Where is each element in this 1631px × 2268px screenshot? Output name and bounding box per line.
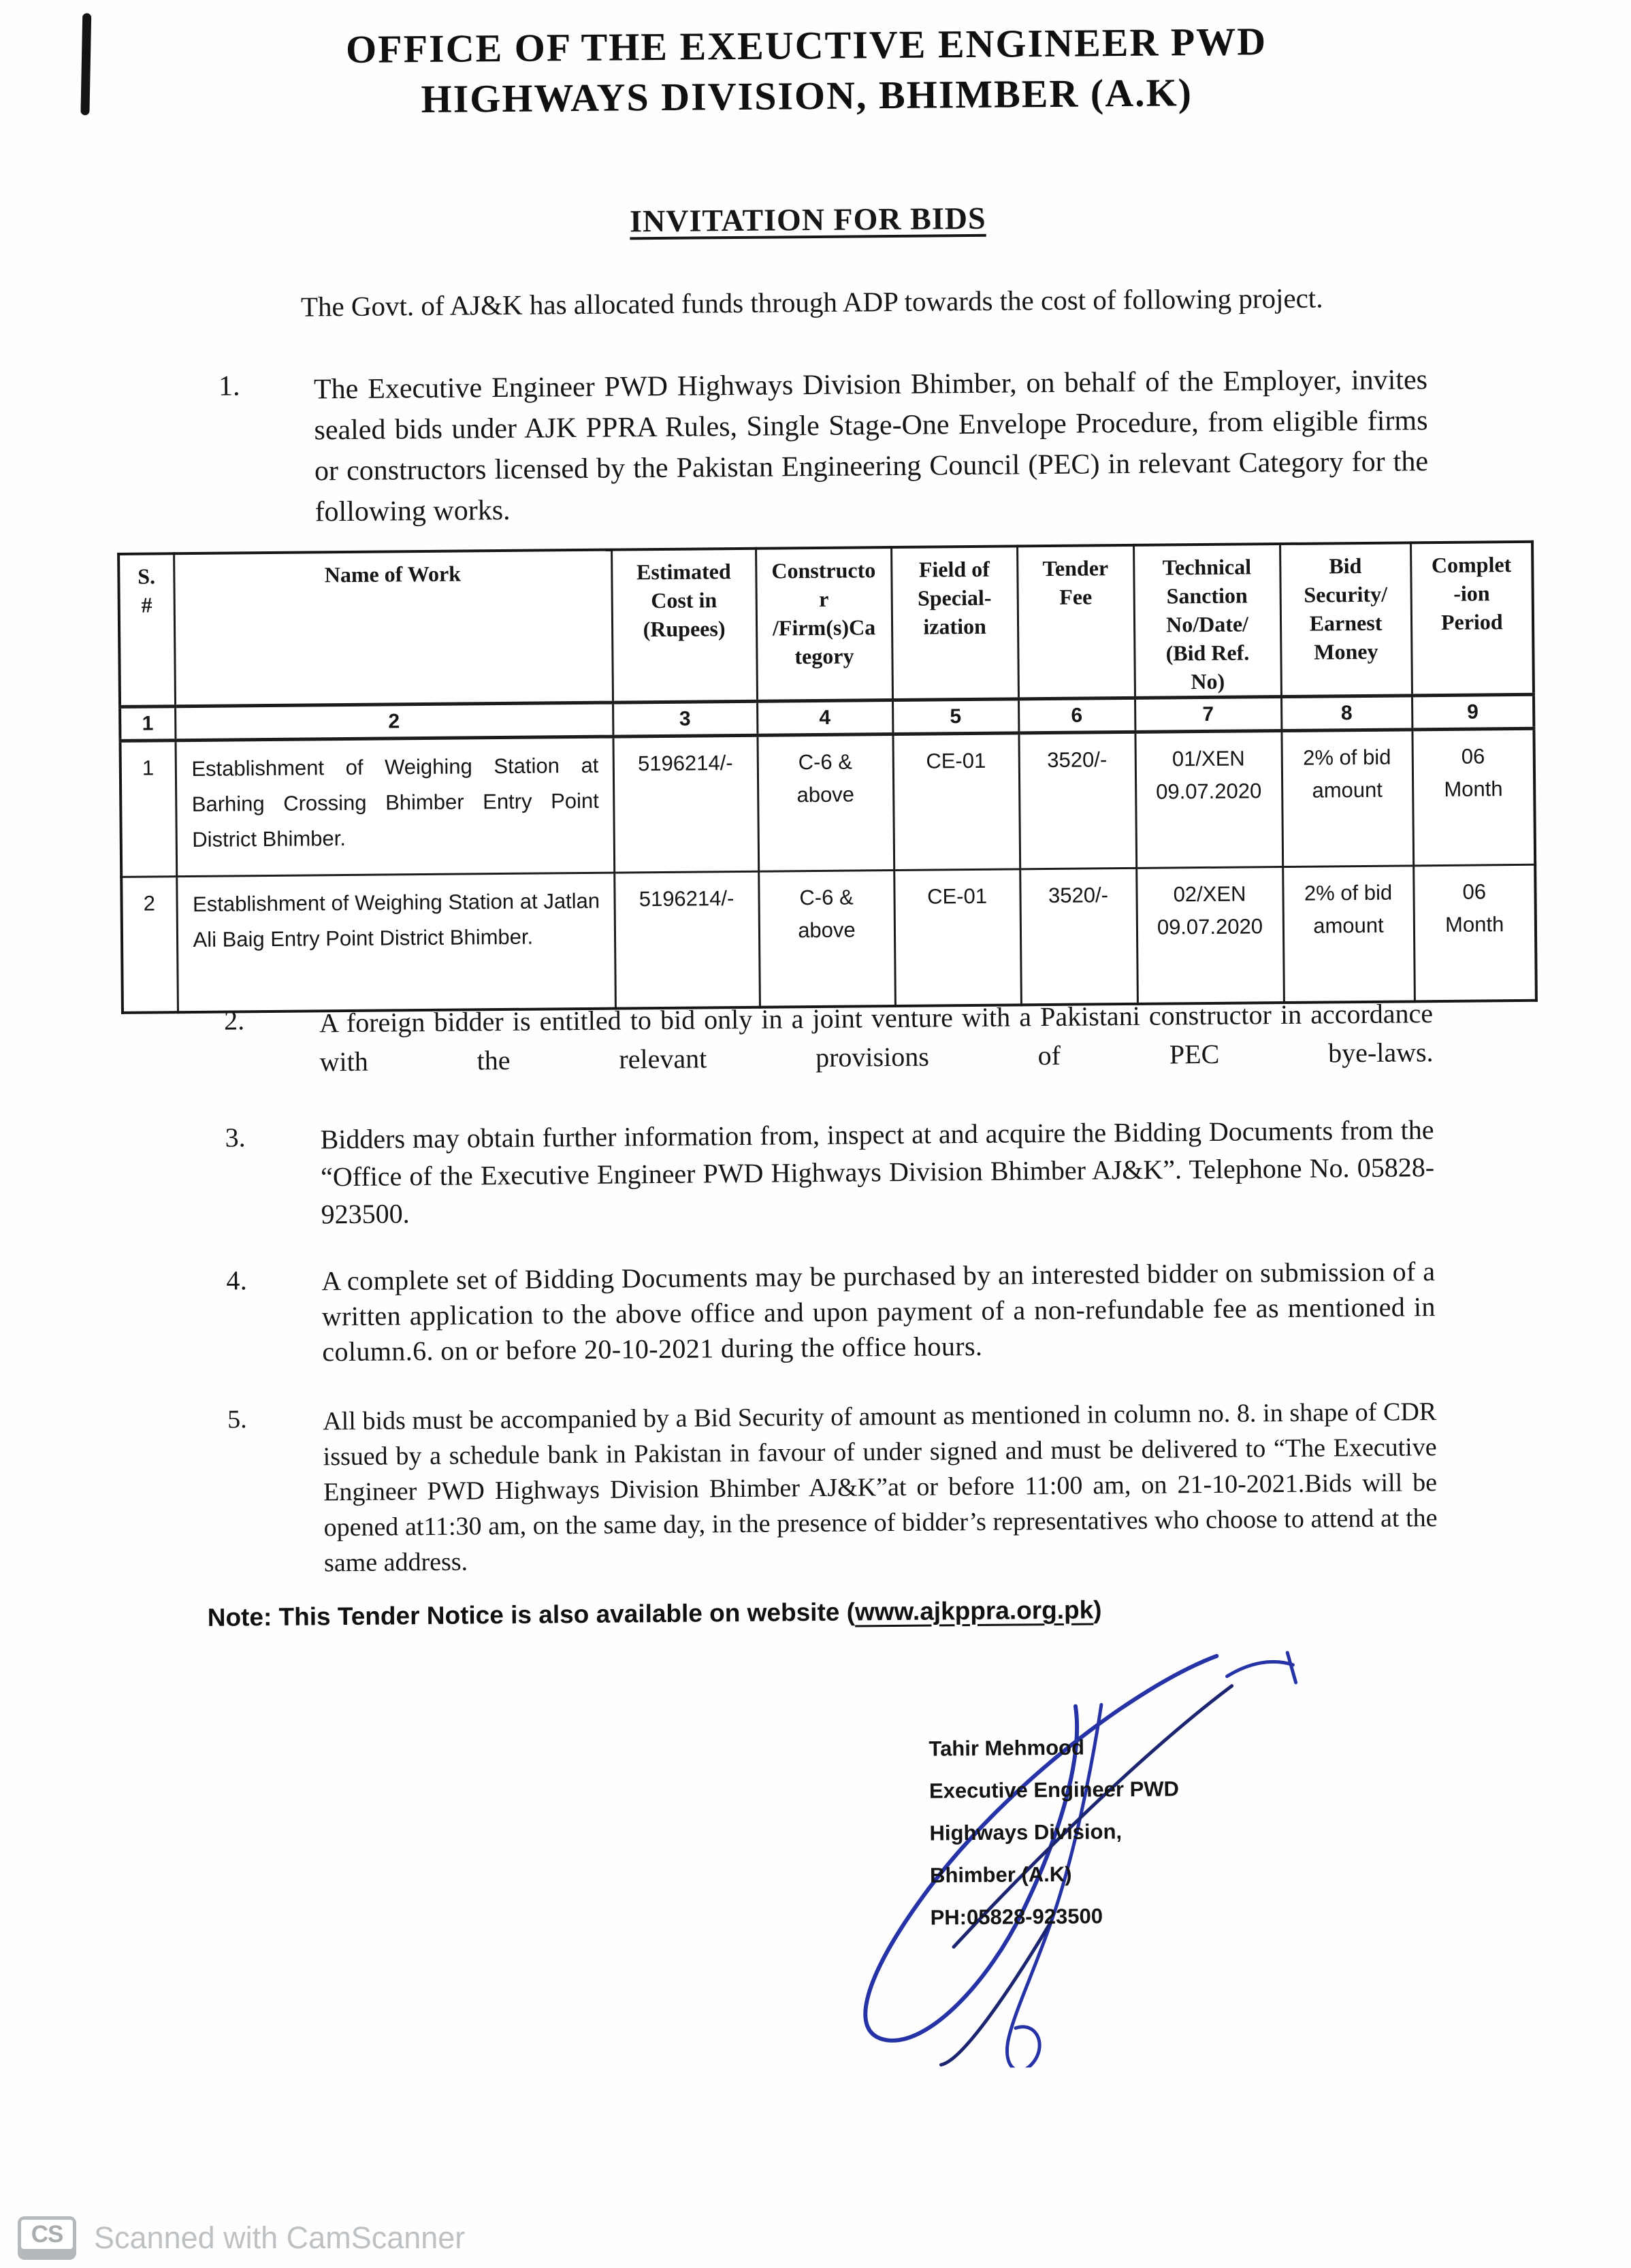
row1-tender-fee: 3520/-	[1018, 732, 1136, 869]
header-estimated-cost: Estimated Cost in (Rupees)	[611, 549, 757, 702]
row1-estimated-cost: 5196214/-	[613, 735, 758, 873]
clause-1-text: The Executive Engineer PWD Highways Division Bhimber, on behalf of the Employer, invites sealed bids under AJK PPRA Rules, Single Stage-One Envelope Procedure, from eligible firms or constructors licensed by the Pakistan Engineering Council (PEC) in relevant Category for the following works.	[313, 364, 1429, 528]
invitation-heading-text: INVITATION FOR BIDS	[629, 200, 986, 239]
camscanner-text: Scanned with CamScanner	[94, 2220, 466, 2255]
col-num-6: 6	[1018, 698, 1135, 732]
note-prefix: Note: This Tender Notice is also available on website (	[207, 1598, 856, 1632]
clause-3-number: 3.	[225, 1122, 246, 1153]
row2-serial: 2	[121, 877, 178, 1013]
intro-paragraph: The Govt. of AJ&K has allocated funds through ADP towards the cost of following project.	[300, 282, 1323, 323]
clause-4-text: A complete set of Bidding Documents may be purchased by an interested bidder on submission of a written application to the above office and upon payment of a non-refundable fee as mentioned in column.6. on or before 20-10-2021 during the office hours.	[321, 1256, 1436, 1367]
col-num-2: 2	[175, 702, 613, 741]
clause-3	[225, 1111, 1434, 1233]
bid-table	[117, 540, 1538, 1014]
signatory-title: Executive Engineer PWD	[928, 1777, 1180, 1803]
cs-badge-label: CS	[21, 2220, 73, 2249]
col-num-9: 9	[1412, 694, 1534, 730]
clause-1	[219, 359, 1429, 533]
clause-5-number: 5.	[227, 1405, 247, 1434]
row2-completion-period: 06 Month	[1413, 864, 1536, 1001]
clause-2-text: A foreign bidder is entitled to bid only in a joint venture with a Pakistani constructor in accordance with the relevant provisions of PEC bye-laws.	[319, 998, 1434, 1078]
table-header-row	[118, 542, 1534, 707]
row1-completion-period: 06 Month	[1412, 728, 1535, 866]
row1-technical-sanction: 01/XEN 09.07.2020	[1135, 731, 1282, 869]
row2-bid-security: 2% of bid amount	[1282, 866, 1415, 1003]
clause-2	[224, 994, 1434, 1082]
col-num-4: 4	[757, 700, 892, 736]
row1-bid-security: 2% of bid amount	[1281, 730, 1413, 867]
signatory-name: Tahir Mehmood	[928, 1735, 1085, 1761]
clause-5-text: All bids must be accompanied by a Bid Security of amount as mentioned in column no. 8. in shape of CDR issued by a schedule bank in Pakistan in favour of under signed and must be delivered to “The Executive Engineer PWD Highways Division Bhimber AJ&K”at or before 11:00 am, on 21-10-2021.Bids will be opened at11:30 am, on the same day, in the presence of bidder’s representatives who choose to attend at the same address.	[323, 1397, 1438, 1578]
clause-5	[227, 1394, 1438, 1581]
row2-estimated-cost: 5196214/-	[614, 871, 760, 1008]
header-bid-security: Bid Security/ Earnest Money	[1280, 542, 1412, 696]
clause-4-number: 4.	[226, 1265, 248, 1296]
clause-4	[226, 1254, 1436, 1370]
header-completion-period: Complet -ion Period	[1410, 542, 1534, 696]
clause-3-text: Bidders may obtain further information from, inspect at and acquire the Bidding Documents from the “Office of the Executive Engineer PWD Highways Division Bhimber AJ&K”. Telephone No. 05828-923500.	[320, 1114, 1435, 1230]
signatory-location: Bhimber (A.K)	[929, 1862, 1072, 1888]
clause-1-number: 1.	[218, 370, 240, 402]
row2-tender-fee: 3520/-	[1020, 868, 1137, 1005]
row2-name-of-work: Establishment of Weighing Station at Jatlan Ali Baig Entry Point District Bhimber.	[176, 873, 615, 1012]
col-num-5: 5	[892, 699, 1018, 734]
header-serial: S. #	[118, 553, 175, 707]
office-title	[0, 14, 1623, 129]
header-technical-sanction: Technical Sanction No/Date/ (Bid Ref. No)	[1133, 544, 1281, 698]
col-num-7: 7	[1135, 697, 1281, 732]
office-title-line-2: HIGHWAYS DIVISION, BHIMBER (A.K)	[421, 70, 1193, 122]
header-field-of-specialization: Field of Special- ization	[891, 546, 1018, 700]
row1-serial: 1	[120, 741, 176, 877]
header-tender-fee: Tender Fee	[1017, 545, 1135, 699]
invitation-heading	[0, 195, 1624, 245]
header-name-of-work: Name of Work	[174, 550, 613, 707]
signatory-division: Highways Division,	[929, 1819, 1123, 1845]
clause-2-number: 2.	[223, 1005, 245, 1036]
col-num-1: 1	[120, 707, 175, 741]
signatory-phone: PH:05828-923500	[930, 1904, 1103, 1930]
header-constructor-category: Constructo r /Firm(s)Ca tegory	[756, 547, 892, 701]
camscanner-icon	[18, 2216, 76, 2260]
col-num-8: 8	[1281, 696, 1412, 731]
website-link: www.ajkppra.org.pk	[854, 1595, 1094, 1626]
row1-constructor-category: C-6 & above	[757, 734, 894, 872]
work-row-1	[120, 728, 1535, 877]
row2-technical-sanction: 02/XEN 09.07.2020	[1136, 867, 1284, 1004]
camscanner-watermark	[18, 2216, 465, 2260]
note-line	[208, 1595, 1102, 1632]
note-suffix: )	[1093, 1595, 1102, 1624]
office-title-line-1: OFFICE OF THE EXEUCTIVE ENGINEER PWD	[345, 19, 1267, 71]
row2-field: CE-01	[894, 869, 1021, 1006]
row1-field: CE-01	[892, 733, 1020, 871]
row1-name-of-work: Establishment of Weighing Station at Barhing Crossing Bhimber Entry Point District Bhimber.	[175, 736, 614, 877]
work-row-2	[121, 864, 1536, 1013]
signature-block	[928, 1726, 1180, 1939]
col-num-3: 3	[613, 701, 757, 736]
row2-constructor-category: C-6 & above	[758, 870, 895, 1007]
